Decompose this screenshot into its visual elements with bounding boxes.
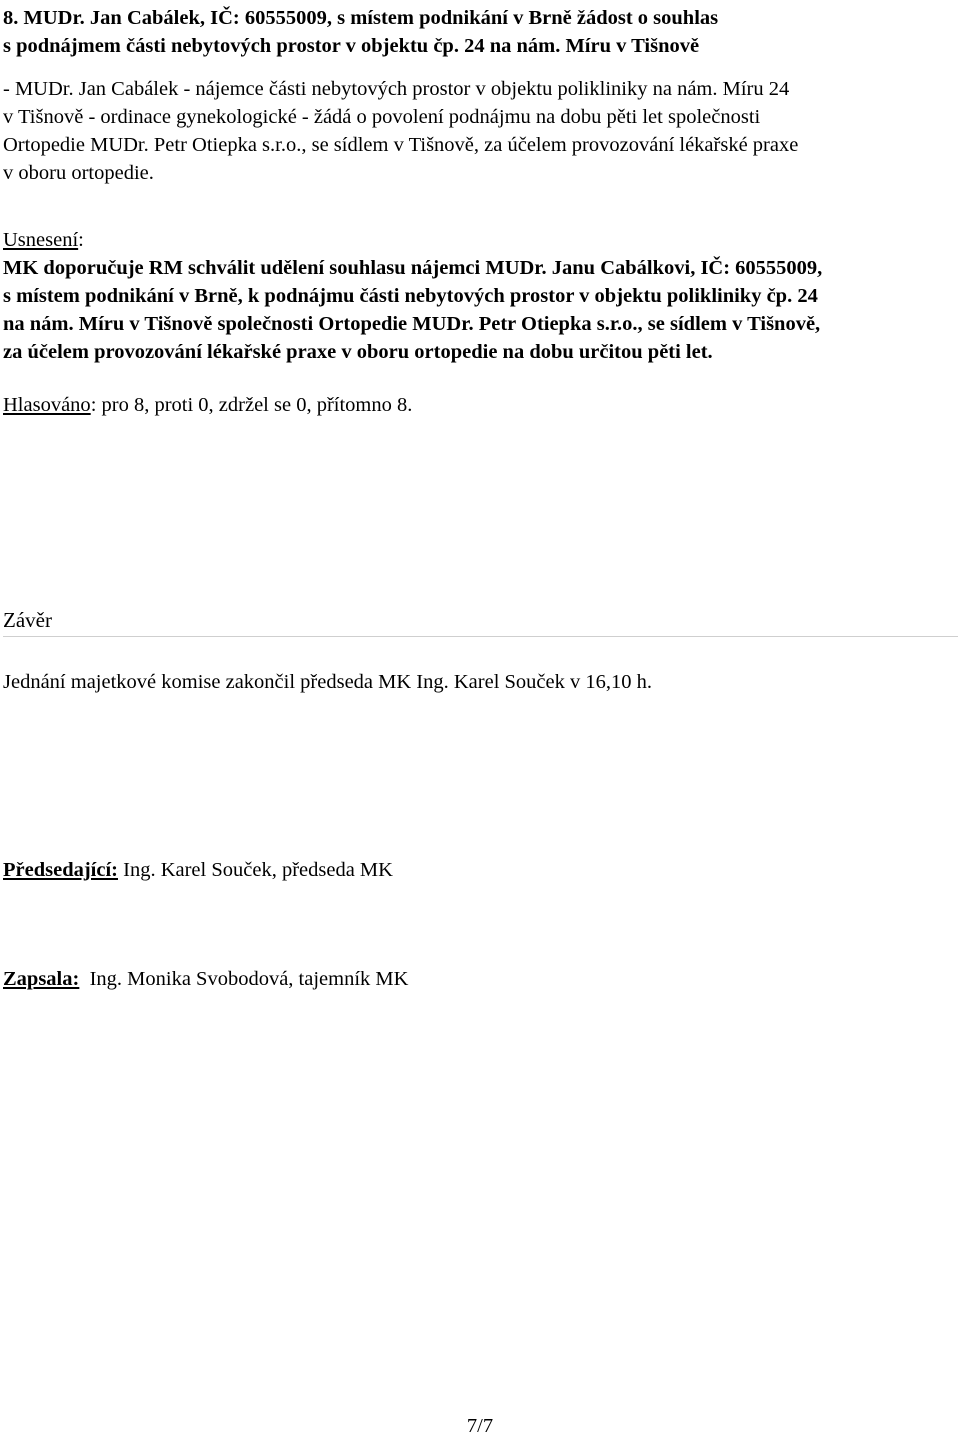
agenda-item-heading-line-2: s podnájmem části nebytových prostor v objektu čp. 24 na nám. Míru v Tišnově xyxy=(3,35,700,57)
resolution-line-1: MK doporučuje RM schválit udělení souhlasu nájemci MUDr. Janu Cabálkovi, IČ: 60555009, xyxy=(3,257,823,279)
resolution-line-3: na nám. Míru v Tišnově společnosti Ortopedie MUDr. Petr Otiepka s.r.o., se sídlem v Tišnově, xyxy=(3,313,821,335)
resolution-label xyxy=(3,226,84,254)
agenda-item-description-line-1: - MUDr. Jan Cabálek - nájemce části nebytových prostor v objektu polikliniky na nám. Míru 24 xyxy=(3,78,790,100)
resolution-text xyxy=(3,254,958,366)
writer-signature xyxy=(3,965,408,993)
agenda-item-heading-line-1: 8. MUDr. Jan Cabálek, IČ: 60555009, s místem podnikání v Brně žádost o souhlas xyxy=(3,7,719,29)
writer-name: Ing. Monika Svobodová, tajemník MK xyxy=(79,968,409,990)
resolution-label-text: Usnesení xyxy=(3,229,79,251)
chair-label: Předsedající: xyxy=(3,859,118,881)
conclusion-text: Jednání majetkové komise zakončil předseda MK Ing. Karel Souček v 16,10 h. xyxy=(3,671,652,693)
chair-name: Ing. Karel Souček, předseda MK xyxy=(118,859,393,881)
agenda-item-description xyxy=(3,75,958,187)
resolution-line-2: s místem podnikání v Brně, k podnájmu části nebytových prostor v objektu polikliniky čp. 24 xyxy=(3,285,818,307)
agenda-item-heading xyxy=(3,4,960,60)
resolution-line-4: za účelem provozování lékařské praxe v oboru ortopedie na dobu určitou pěti let. xyxy=(3,341,713,363)
resolution-label-suffix: : xyxy=(78,229,84,251)
agenda-item-description-line-2: v Tišnově - ordinace gynekologické - žádá o povolení podnájmu na dobu pěti let společnosti xyxy=(3,106,761,128)
agenda-item-description-line-4: v oboru ortopedie. xyxy=(3,162,154,184)
page-number: 7/7 xyxy=(466,1415,494,1437)
agenda-item-description-line-3: Ortopedie MUDr. Petr Otiepka s.r.o., se sídlem v Tišnově, za účelem provozování lékařské praxe xyxy=(3,134,799,156)
vote-result xyxy=(3,391,412,419)
vote-label: Hlasováno xyxy=(3,394,91,416)
vote-text: : pro 8, proti 0, zdržel se 0, přítomno 8. xyxy=(90,394,413,416)
conclusion-title: Závěr xyxy=(3,608,52,632)
conclusion-divider xyxy=(3,636,958,637)
writer-label: Zapsala: xyxy=(3,968,80,990)
chair-signature xyxy=(3,856,393,884)
